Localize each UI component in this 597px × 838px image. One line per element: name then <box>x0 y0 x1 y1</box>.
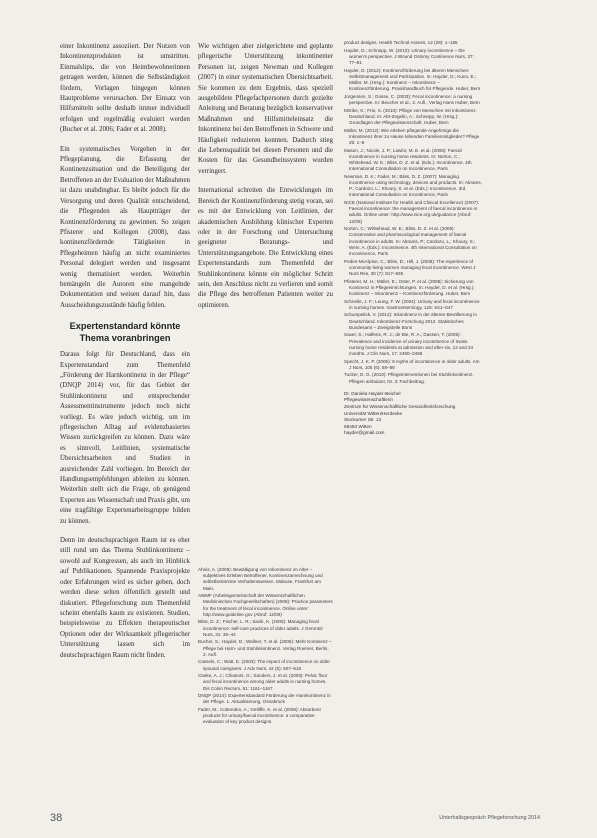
reference-entry: Mörike, K.; Frie, S. (2010): Pflege von Menschen mit Inkontinenz. Deutschland. In: Abt-Zegelin, A.; Schnepp, W. (Hrsg.): Grundlagen der Pflegewissenschaft. Huber, Bern <box>344 107 477 125</box>
reference-entry: Müller, M. (2012): Wie erleben pflegende Angehörige die Inkontinenz ihrer zu Hause lebenden Familienmitglieder? Pflege 25: 1–8 <box>344 127 480 145</box>
paragraph: Denn im deutschsprachigen Raum ist es eher still rund um das Thema Stuhlinkontinenz – sowohl auf Kongressen, als auch im Hinblick auf Publikationen. Spannende Praxisprojekte oder Erfahrungen wird es sicher geben, doch werden diese selten öffentlich gestellt und diskutiert. Pflegeforschung zum Themenfeld scheint ebenfalls kaum zu existieren. Studien, beispielsweise zu Effekten therapeutischer Optionen oder der Wirksamkeit pflegerischer Unterstützung lassen sich im deutschsprachigen Raum nicht finden. <box>60 537 190 659</box>
reference-entry: AWMF (Arbeitsgemeinschaft der Wissenschaftlichen Medizinischen Fachgesellschaften) (2008): Practice parameters for the treatment of fecal incontinence. Online unter: http://www.guideline.gov (Abruf: 12/06) <box>198 593 333 617</box>
reference-entry: Hayder, D.; Schnepp, W. (2010): Urinary incontinence – the women's perspective. J Wound Ostomy Continence Nurs, 37: 77–81 <box>344 47 474 65</box>
author-street: Stockumer Str. 12 <box>344 417 382 423</box>
reference-entry: Fader, M.; Cottenden, A.; Getliffe, K. et al. (2008): Absorbent products for urinary/faecal incontinence: a comparative evaluation of key product designs. <box>198 707 321 725</box>
reference-entry: Specht, J. K. P. (2005): 9 myths of incontinence in older adults. Am J Nurs, 105 (6): 58–68 <box>344 358 480 370</box>
reference-entry: product designs. Health Technol Assess, 12 (29): 1–185 <box>344 40 458 45</box>
author-role: Pflegewissenschaftlerin <box>344 397 393 403</box>
paragraph: International schreiten die Entwicklungen im Bereich der Kontinenzförderung stetig voran, sei es mit der Entwicklung von Leitlinien, der akademischen Ausbildung klinischer Experten oder in der Forschung und Untersuchung geeigneter Beratungs- und Unterstützungsangebote. Die Entwicklung eines Expertenstandards zum Themenfeld der Stuhlinkontinenz könnte ein möglicher Schritt sein, den Anschluss nicht zu verlieren und somit die Pflege des betroffenen Patienten weiter zu optimieren. <box>198 187 333 309</box>
reference-entry: Clarke, A. J.; Chiarioni, G.; Sanders, J. et al. (2008): Pelvic floor and fecal incontinence among older adults in nursing homes. Dis Colon Rectum, 51: 1161–1167 <box>198 673 328 691</box>
references-list-part-1 <box>198 567 333 807</box>
column-1 <box>60 42 190 670</box>
reference-entry: Cassels, C.; Watt, E. (2003): The impact of incontinence on older spousal caregivers. J Adv Nurs, 42 (6): 607–616 <box>198 659 331 671</box>
paragraph: Wie wichtigen aber zielgerichtete und geplante pflegerische Unterstützung inkontinenter Personen ist, zeigen Newman und Kollegen (2007) in einer systematischen Übersichtsarbeit. Sie kommen zu dem Ergebnis, dass speziell ausgebildete Pflegefachpersonen durch gezielte Anleitung und Beratung bezüglich konservativer Maßnahmen und Hilfsmitteleinsatz die Inkontinenz bei den Betroffenen in Schwere und Häufigkeit reduzieren konnten. Dadurch stieg die Lebensqualität bei diesen Personen und die Kosten für das Gesundheitssystem wurden verringert. <box>198 43 333 175</box>
author-email[interactable]: hayder@gmail.com <box>344 430 385 436</box>
paragraph: einer Inkontinenz assoziiert. Der Nutzen von Inkontinenzprodukten ist umstritten. Einmalslips, die von Heimbewohnerinnen getragen werden, können die Selbständigkeit fördern, Vorlagen hingegen können Hautprobleme verursachen. Der Einsatz von Hilfsmitteln sollte deshalb immer individuell erfolgen und regelmäßig evaluiert werden (Bucher et al. 2006; Fader et al. 2008). <box>60 43 190 134</box>
reference-entry: Bliss, D. Z.; Fischer, L. R.; Savik, K. (2005): Managing fecal incontinence: self-care practices of older adults. J Gerontol Nurs, 31: 35–44 <box>198 619 323 637</box>
reference-entry: Mason, J.; Nicole, J. P.; Lawlor, M. E. et al. (2008): Faecal incontinence in nursing home residents. In: Norton, C.; Whitehead, W. E.; Bliss, D. Z. et al. (Eds.): Incontinence. 4th International Consultation on Incontinence, Paris <box>344 147 472 172</box>
author-name: Dr. Daniela Hayder-Beichel <box>344 390 401 396</box>
reference-entry: Newman, D. K.; Fader, M.; Bliss, D. Z. (2007): Managing incontinence using technology, devices and products. In: Abrams, P.; Cardozo, L.; Khoury, S. et al. (Eds.): Incontinence. 3rd International Consultation on Incontinence, Paris <box>344 173 482 198</box>
reference-entry: NICE (National Institute for Health and Clinical Excellence) (2007): Faecal incontinence: the management of faecal incontinence in adults. Online unter: http://www.nice.org.uk/guidance (Abruf: 12/06) <box>344 200 480 224</box>
references-list-part-2 <box>344 40 482 810</box>
section-heading: Expertenstandard könnte Thema voranbringen <box>69 321 181 344</box>
author-institute: Zentrum für Wissenschaftliche Gesundheitsforschung <box>344 404 456 409</box>
reference-entry: Peden-McAlpine, C.; Bliss, D.; Hill, J. (2008): The experience of community-living women managing fecal incontinence. West J Nurs Res, 30 (7): 817–835 <box>344 258 476 277</box>
author-address <box>344 391 482 437</box>
reference-entry: Schnelle, J. F.; Leung, F. W. (2004): Urinary and fecal incontinence in nursing homes. Gastroenterology, 126: S41–S47 <box>344 298 480 310</box>
reference-entry: Bucher, S.; Hayder, D.; Wallner, T. et al. (2006): Mehr Kontinenz – Pflege bei Harn- und Stuhlinkontinenz. Verlag Roemer, Berlin, 2. Aufl. <box>198 639 332 657</box>
reference-entry: DNQP (2014): Expertenstandard Förderung der Harnkontinenz in der Pflege. 1. Aktualisierung, Osnabrück <box>198 693 331 705</box>
reference-entry: Saxer, S.; Halfens, R. J.; de Bie, R. A.; Dassen, T. (2008): Prevalence and incidence of urinary incontinence of Swiss nursing home residents at admission and after six, 12 and 24 months. J Clin Nurs, 17: 2490–2496 <box>344 332 474 357</box>
author-university: Universität Witten/Herdecke <box>344 410 403 416</box>
journal-name: Unterhaltsgespräch Pflegeforschung 2014 <box>439 815 540 821</box>
reference-entry: Pfisterer, M. H.; Müller, E.; Oster, P. et al. (2008): Sicherung von Kontinenz in Pflegeeinrichtungen. In: Hayder, D. et al. (Hrsg.): Kontinenz – Inkontinenz – Kontinenzförderung. Huber, Bern <box>344 278 475 297</box>
author-city: 58453 Witten <box>344 423 372 429</box>
reference-entry: Jorgensen, S.; Gosse, C. (2003): Fecal incontinence: a nursing perspective. In: Beucher et al., 2. Aufl., Verlag Hans Huber, Bern <box>344 93 480 105</box>
column-2 <box>198 42 333 562</box>
page-footer <box>50 812 540 826</box>
page-number: 38 <box>50 812 63 824</box>
reference-entry: Ahnis, A. (2009): Bewältigung von Inkontinenz im Alter – subjektives Erleben Betroffener, Kontinenzanrechnung und selbstbestimmte Verhaltensweisen. Mabuse, Frankfurt am Main. <box>198 567 323 591</box>
reference-entry: Schumpelick, V. (2012): Inkontinenz in der älteren Bevölkerung in Deutschland. Inkontinenz-Forschung 2012. Statistisches Bundesamt – Zweigstelle Bonn <box>344 312 477 330</box>
paragraph: Ein systematisches Vorgehen in der Pflegeplanung, die Erfassung der Kontinenzsituation und die Beteiligung der Betroffenen an der Evaluation der Maßnahmen ist dazu unabdingbar. Es bleibt jedoch für die Versorgung und deren Qualität entscheidend, die Pflegenden als Hauptträger der Kontinenzförderung zu gewinnen. So zeigen Pfisterer und Kollegen (2008), dass kontinenzfördernde Tätigkeiten in Pflegeheimen häufig an nicht examiniertes Personal delegiert werden und insgesamt wenig thematisiert werden. Weiterhin bemängeln die Autoren eine mangelnde Dokumentation und weisen darauf hin, dass Ausscheidungszustände häufig fehlen. <box>60 145 190 309</box>
reference-entry: Hayder, D. (2012): Kontinenzförderung bei älteren Menschen: Selbstmanagement und Partizipation. In: Hayder, D.; Kuno, E.; Müller, M. (Hrsg.): Kontinenz – Inkontinenz – Kontinenzförderung. Praxishandbuch für Pflegende. Huber, Bern <box>344 67 481 92</box>
paragraph: Daraus folgt für Deutschland, dass ein Expertenstandard zum Themenfeld „Förderung der Harnkontinenz in der Pflege“ (DNQP 2014) vor, für das Gebiet der Stuhlinkontinenz und entsprechender Assessmentinstrumente jedoch noch nicht vorliegt. Es wäre jedoch wichtig, um im pflegerischen Alltag auf evidenzbasiertes Wissen zurückgreifen zu können. Dazu wäre es sinnvoll, Leitlinien, systematische Übersichtsarbeiten und Studien in ausreichender Zahl vorliegen. Im Bereich der Handlungsempfehlungen ableiten zu können. Weiterhin stellt sich die Frage, ob genügend Experten aus Wissenschaft und Praxis gibt, um eine tragfähige Expertenarbeitsgruppe bilden zu können. <box>60 351 190 525</box>
reference-entry: Norton, C.; Whitehead, W. E.; Bliss, D. Z. et al. (2009): Conservative and pharmacological management of faecal incontinence in adults. In: Abrams, P.; Cardozo, L.; Khoury, S.; Wein, A. (Eds.): Incontinence. 4th International Consultation on Incontinence, Paris <box>344 226 477 257</box>
reference-entry: Tucker, D. G. (2010): Pflegeinterventionen bei Stuhlinkontinenz. Pflegen ambulant, Nr. 3: Fachbeitrag. <box>344 372 474 384</box>
